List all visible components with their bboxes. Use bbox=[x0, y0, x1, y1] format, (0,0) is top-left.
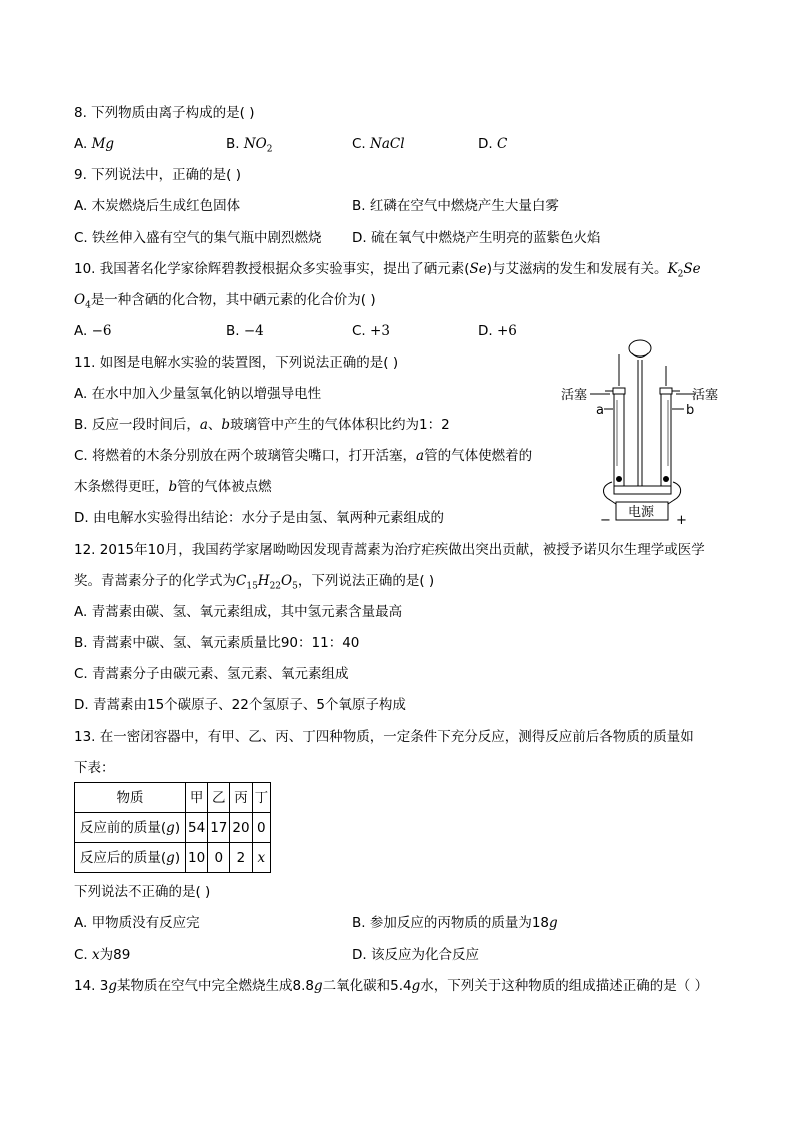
stopcock-left-label: 活塞 bbox=[561, 388, 588, 403]
table-cell: 0 bbox=[252, 813, 271, 843]
left-tube bbox=[614, 394, 624, 486]
q10-option-a[interactable]: A. −6 bbox=[74, 323, 112, 339]
q10-option-c[interactable]: C. +3 bbox=[352, 323, 390, 339]
bottom-connector bbox=[614, 486, 671, 494]
stopcock-right-label: 活塞 bbox=[692, 388, 719, 403]
q12-option-a[interactable]: A. 青蒿素由碳、氢、氧元素组成，其中氢元素含量最高 bbox=[74, 604, 403, 620]
tube-a-label: a bbox=[596, 403, 604, 418]
right-tube bbox=[661, 394, 671, 486]
table-header-yi: 乙 bbox=[208, 783, 230, 813]
right-wire bbox=[668, 482, 681, 504]
q11-option-a[interactable]: A. 在水中加入少量氢氧化钠以增强导电性 bbox=[74, 386, 322, 402]
right-electrode bbox=[663, 476, 669, 482]
q8-option-b[interactable]: B. $NO_2$ bbox=[226, 136, 273, 155]
q13-option-b[interactable]: B. 参加反应的丙物质的质量为18g bbox=[352, 915, 558, 931]
q9-option-a[interactable]: A. 木炭燃烧后生成红色固体 bbox=[74, 198, 241, 214]
q10-option-b[interactable]: B. −4 bbox=[226, 323, 264, 339]
table-row-label-after: 反应后的质量(g) bbox=[75, 843, 186, 873]
table-cell: 20 bbox=[230, 813, 252, 843]
q11-stem: 11. 如图是电解水实验的装置图，下列说法正确的是( ) bbox=[74, 355, 399, 371]
left-electrode bbox=[616, 476, 622, 482]
table-cell: 2 bbox=[230, 843, 252, 873]
table-header-row bbox=[75, 783, 271, 813]
table-cell: x bbox=[252, 843, 271, 873]
q11-option-b[interactable]: B. 反应一段时间后，a、b玻璃管中产生的气体体积比约为1：2 bbox=[74, 417, 450, 433]
q13-mass-table bbox=[74, 782, 271, 873]
left-stopcock bbox=[613, 388, 625, 394]
table-cell: 54 bbox=[186, 813, 208, 843]
q10-option-d[interactable]: D. +6 bbox=[478, 323, 517, 339]
q13-option-c[interactable]: C. x为89 bbox=[74, 947, 131, 963]
table-cell: 17 bbox=[208, 813, 230, 843]
tube-b-label: b bbox=[686, 403, 695, 418]
q9-option-d[interactable]: D. 硫在氧气中燃烧产生明亮的蓝紫色火焰 bbox=[352, 230, 601, 246]
q9-option-b[interactable]: B. 红磷在空气中燃烧产生大量白雾 bbox=[352, 198, 559, 214]
q14-stem: 14. 3g某物质在空气中完全燃烧生成8.8g二氧化碳和5.4g水，下列关于这种物质的组成描述正确的是（ ） bbox=[74, 978, 709, 994]
q12-option-d[interactable]: D. 青蒿素由15个碳原子、22个氢原子、5个氧原子构成 bbox=[74, 697, 406, 713]
q13-option-a[interactable]: A. 甲物质没有反应完 bbox=[74, 915, 200, 931]
plus-terminal-label: + bbox=[676, 513, 687, 528]
q11-option-d[interactable]: D. 由电解水实验得出结论：水分子是由氢、氧两种元素组成的 bbox=[74, 510, 444, 526]
power-supply-label: 电源 bbox=[628, 505, 655, 520]
q13-stem-line1: 13. 在一密闭容器中，有甲、乙、丙、丁四种物质，一定条件下充分反应，测得反应前后各物质的质量如 bbox=[74, 729, 694, 745]
q9-option-c[interactable]: C. 铁丝伸入盛有空气的集气瓶中剧烈燃烧 bbox=[74, 230, 322, 246]
q8-option-d[interactable]: D. C bbox=[478, 136, 508, 152]
table-cell: 0 bbox=[208, 843, 230, 873]
table-header-ding: 丁 bbox=[252, 783, 271, 813]
q13-stem2: 下列说法不正确的是( ) bbox=[74, 884, 211, 900]
q9-stem: 9. 下列说法中，正确的是( ) bbox=[74, 167, 241, 183]
table-row bbox=[75, 843, 271, 873]
q12-stem-line1: 12. 2015年10月，我国药学家屠呦呦因发现青蒿素为治疗疟疾做出突出贡献，被授予诺贝尔生理学或医学 bbox=[74, 542, 705, 558]
table-row-label-before: 反应前的质量(g) bbox=[75, 813, 186, 843]
q10-stem-line2: $O_4$是一种含硒的化合物，其中硒元素的化合价为( ) bbox=[74, 292, 376, 311]
minus-terminal-label: − bbox=[600, 513, 611, 528]
table-header-bing: 丙 bbox=[230, 783, 252, 813]
table-header-jia: 甲 bbox=[186, 783, 208, 813]
table-header-substance: 物质 bbox=[75, 783, 186, 813]
q10-stem-line1: 10. 我国著名化学家徐辉碧教授根据众多实验事实，提出了硒元素(Se)与艾滋病的发生和发展有关。$K_2Se$ bbox=[74, 261, 701, 280]
table-row bbox=[75, 813, 271, 843]
q8-stem: 8. 下列物质由离子构成的是( ) bbox=[74, 105, 255, 121]
q12-stem-line2: 奖。青蒿素分子的化学式为$C_{15}H_{22}O_5$，下列说法正确的是( ) bbox=[74, 573, 435, 592]
q13-stem-line2: 下表： bbox=[74, 760, 115, 776]
funnel-neck bbox=[632, 353, 648, 358]
q11-option-c[interactable]: C. 将燃着的木条分别放在两个玻璃管尖嘴口，打开活塞，a管的气体使燃着的 bbox=[74, 448, 533, 464]
right-stopcock bbox=[660, 388, 672, 394]
q8-option-a[interactable]: A. Mg bbox=[74, 136, 115, 152]
table-cell: 10 bbox=[186, 843, 208, 873]
electrolysis-apparatus-figure bbox=[556, 336, 728, 528]
q13-option-d[interactable]: D. 该反应为化合反应 bbox=[352, 947, 479, 963]
q11-option-c-continued: 木条燃得更旺，b管的气体被点燃 bbox=[74, 479, 272, 495]
q8-option-c[interactable]: C. NaCl bbox=[352, 136, 405, 152]
q12-option-c[interactable]: C. 青蒿素分子由碳元素、氢元素、氧元素组成 bbox=[74, 666, 349, 682]
q12-option-b[interactable]: B. 青蒿素中碳、氢、氧元素质量比90：11：40 bbox=[74, 635, 360, 651]
